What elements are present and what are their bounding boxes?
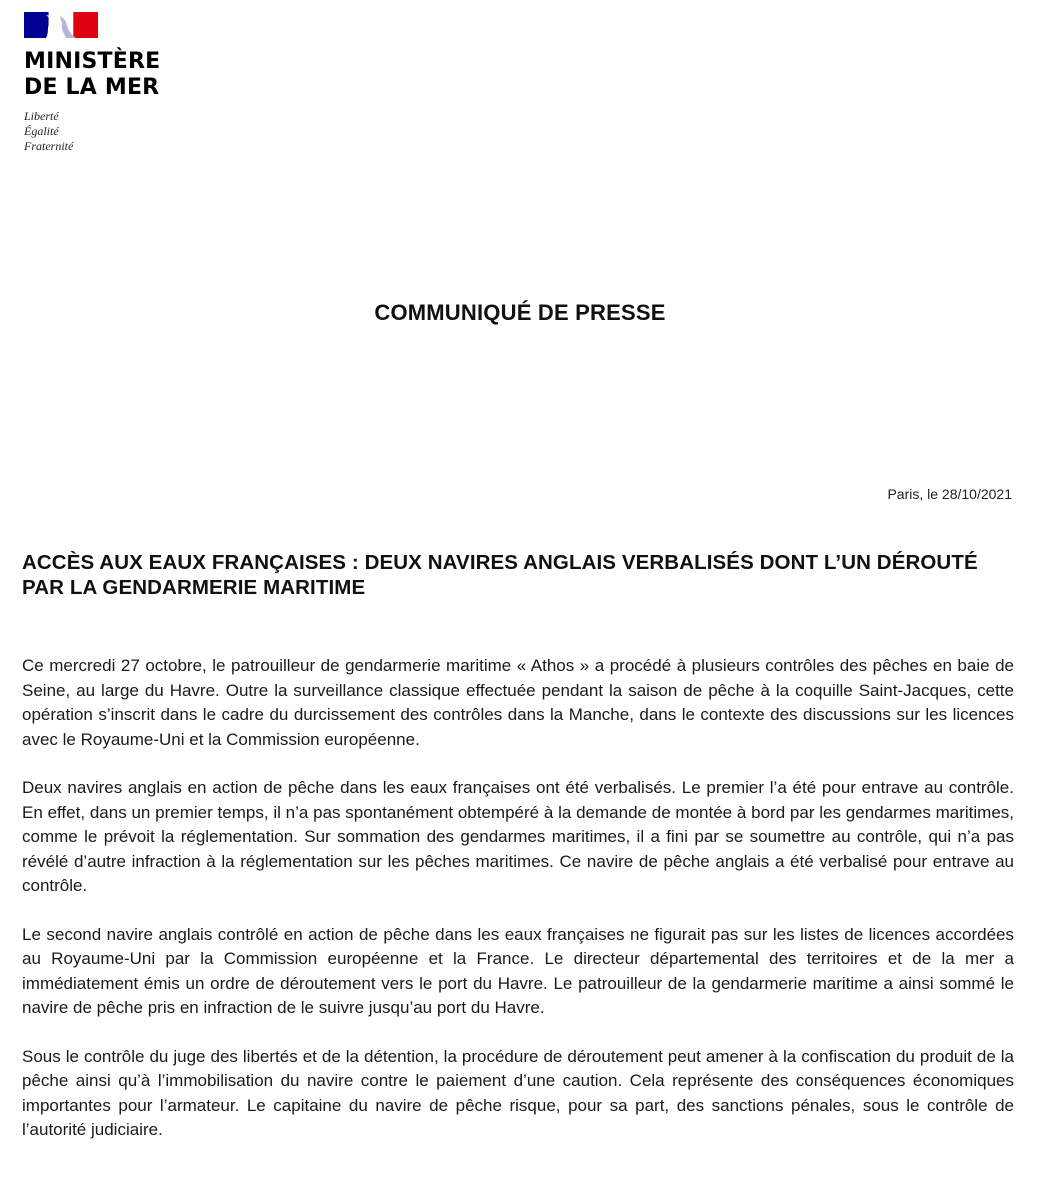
ministry-logo-block (24, 12, 160, 154)
ministry-name-line-1: MINISTÈRE (24, 49, 161, 74)
body-paragraph-3: Le second navire anglais contrôlé en action de pêche dans les eaux françaises ne figurait pas sur les listes de licences accordées au Royaume-Uni par la Commission européenne et la France. Le directeur départemental des territoires et de la mer a immédiatement émis un ordre de déroutement vers le port du Havre. Le patrouilleur de la gendarmerie maritime a ainsi sommé le navire de pêche pris en infraction de le suivre jusqu’au port du Havre. (22, 924, 1014, 1017)
body-paragraph-2: Deux navires anglais en action de pêche dans les eaux françaises ont été verbalisés. Le premier l’a été pour entrave au contrôle. En effet, dans un premier temps, il n’a pas spontanément obtempéré à la demande de montée à bord par les gendarmes maritimes, comme le prévoit la réglementation. Sur sommation des gendarmes maritimes, il a fini par se soumettre au contrôle, qui n’a pas révélé d’autre infraction à la réglementation sur les pêches maritimes. Ce navire de pêche anglais a été verbalisé pour entrave au contrôle. (22, 778, 1014, 895)
ministry-name-line-2: DE LA MER (24, 75, 160, 100)
marianne-flag-icon (24, 12, 98, 38)
motto-egalite: Égalité (24, 124, 59, 138)
flag-red-band (73, 12, 98, 38)
press-release-body (22, 654, 1014, 1167)
date-line: Paris, le 28/10/2021 (887, 486, 1012, 502)
press-release-headline: ACCÈS AUX EAUX FRANÇAISES : DEUX NAVIRES ANGLAIS VERBALISÉS DONT L’UN DÉROUTÉ PAR LA GENDARMERIE MARITIME (22, 551, 978, 599)
body-paragraph-1: Ce mercredi 27 octobre, le patrouilleur de gendarmerie maritime « Athos » a procédé à plusieurs contrôles des pêches en baie de Seine, au large du Havre. Outre la surveillance classique effectuée pendant la saison de pêche à la coquille Saint-Jacques, cette opération s’inscrit dans le cadre du durcissement des contrôles dans la Manche, dans le contexte des discussions sur les licences avec le Royaume-Uni et la Commission européenne. (22, 656, 1014, 749)
flag-blue-band (24, 12, 49, 38)
republic-motto (24, 109, 160, 154)
body-paragraph-4: Sous le contrôle du juge des libertés et de la détention, la procédure de déroutement peut amener à la confiscation du produit de la pêche ainsi qu’à l’immobilisation du navire contre le paiement d’une caution. Cela représente des conséquences économiques importantes pour l’armateur. Le capitaine du navire de pêche risque, pour sa part, des sanctions pénales, sous le contrôle de l’autorité judiciaire. (22, 1046, 1014, 1139)
ministry-name (24, 49, 160, 101)
document-type-title: COMMUNIQUÉ DE PRESSE (374, 300, 666, 325)
motto-fraternite: Fraternité (24, 139, 74, 153)
motto-liberte: Liberté (24, 109, 59, 123)
